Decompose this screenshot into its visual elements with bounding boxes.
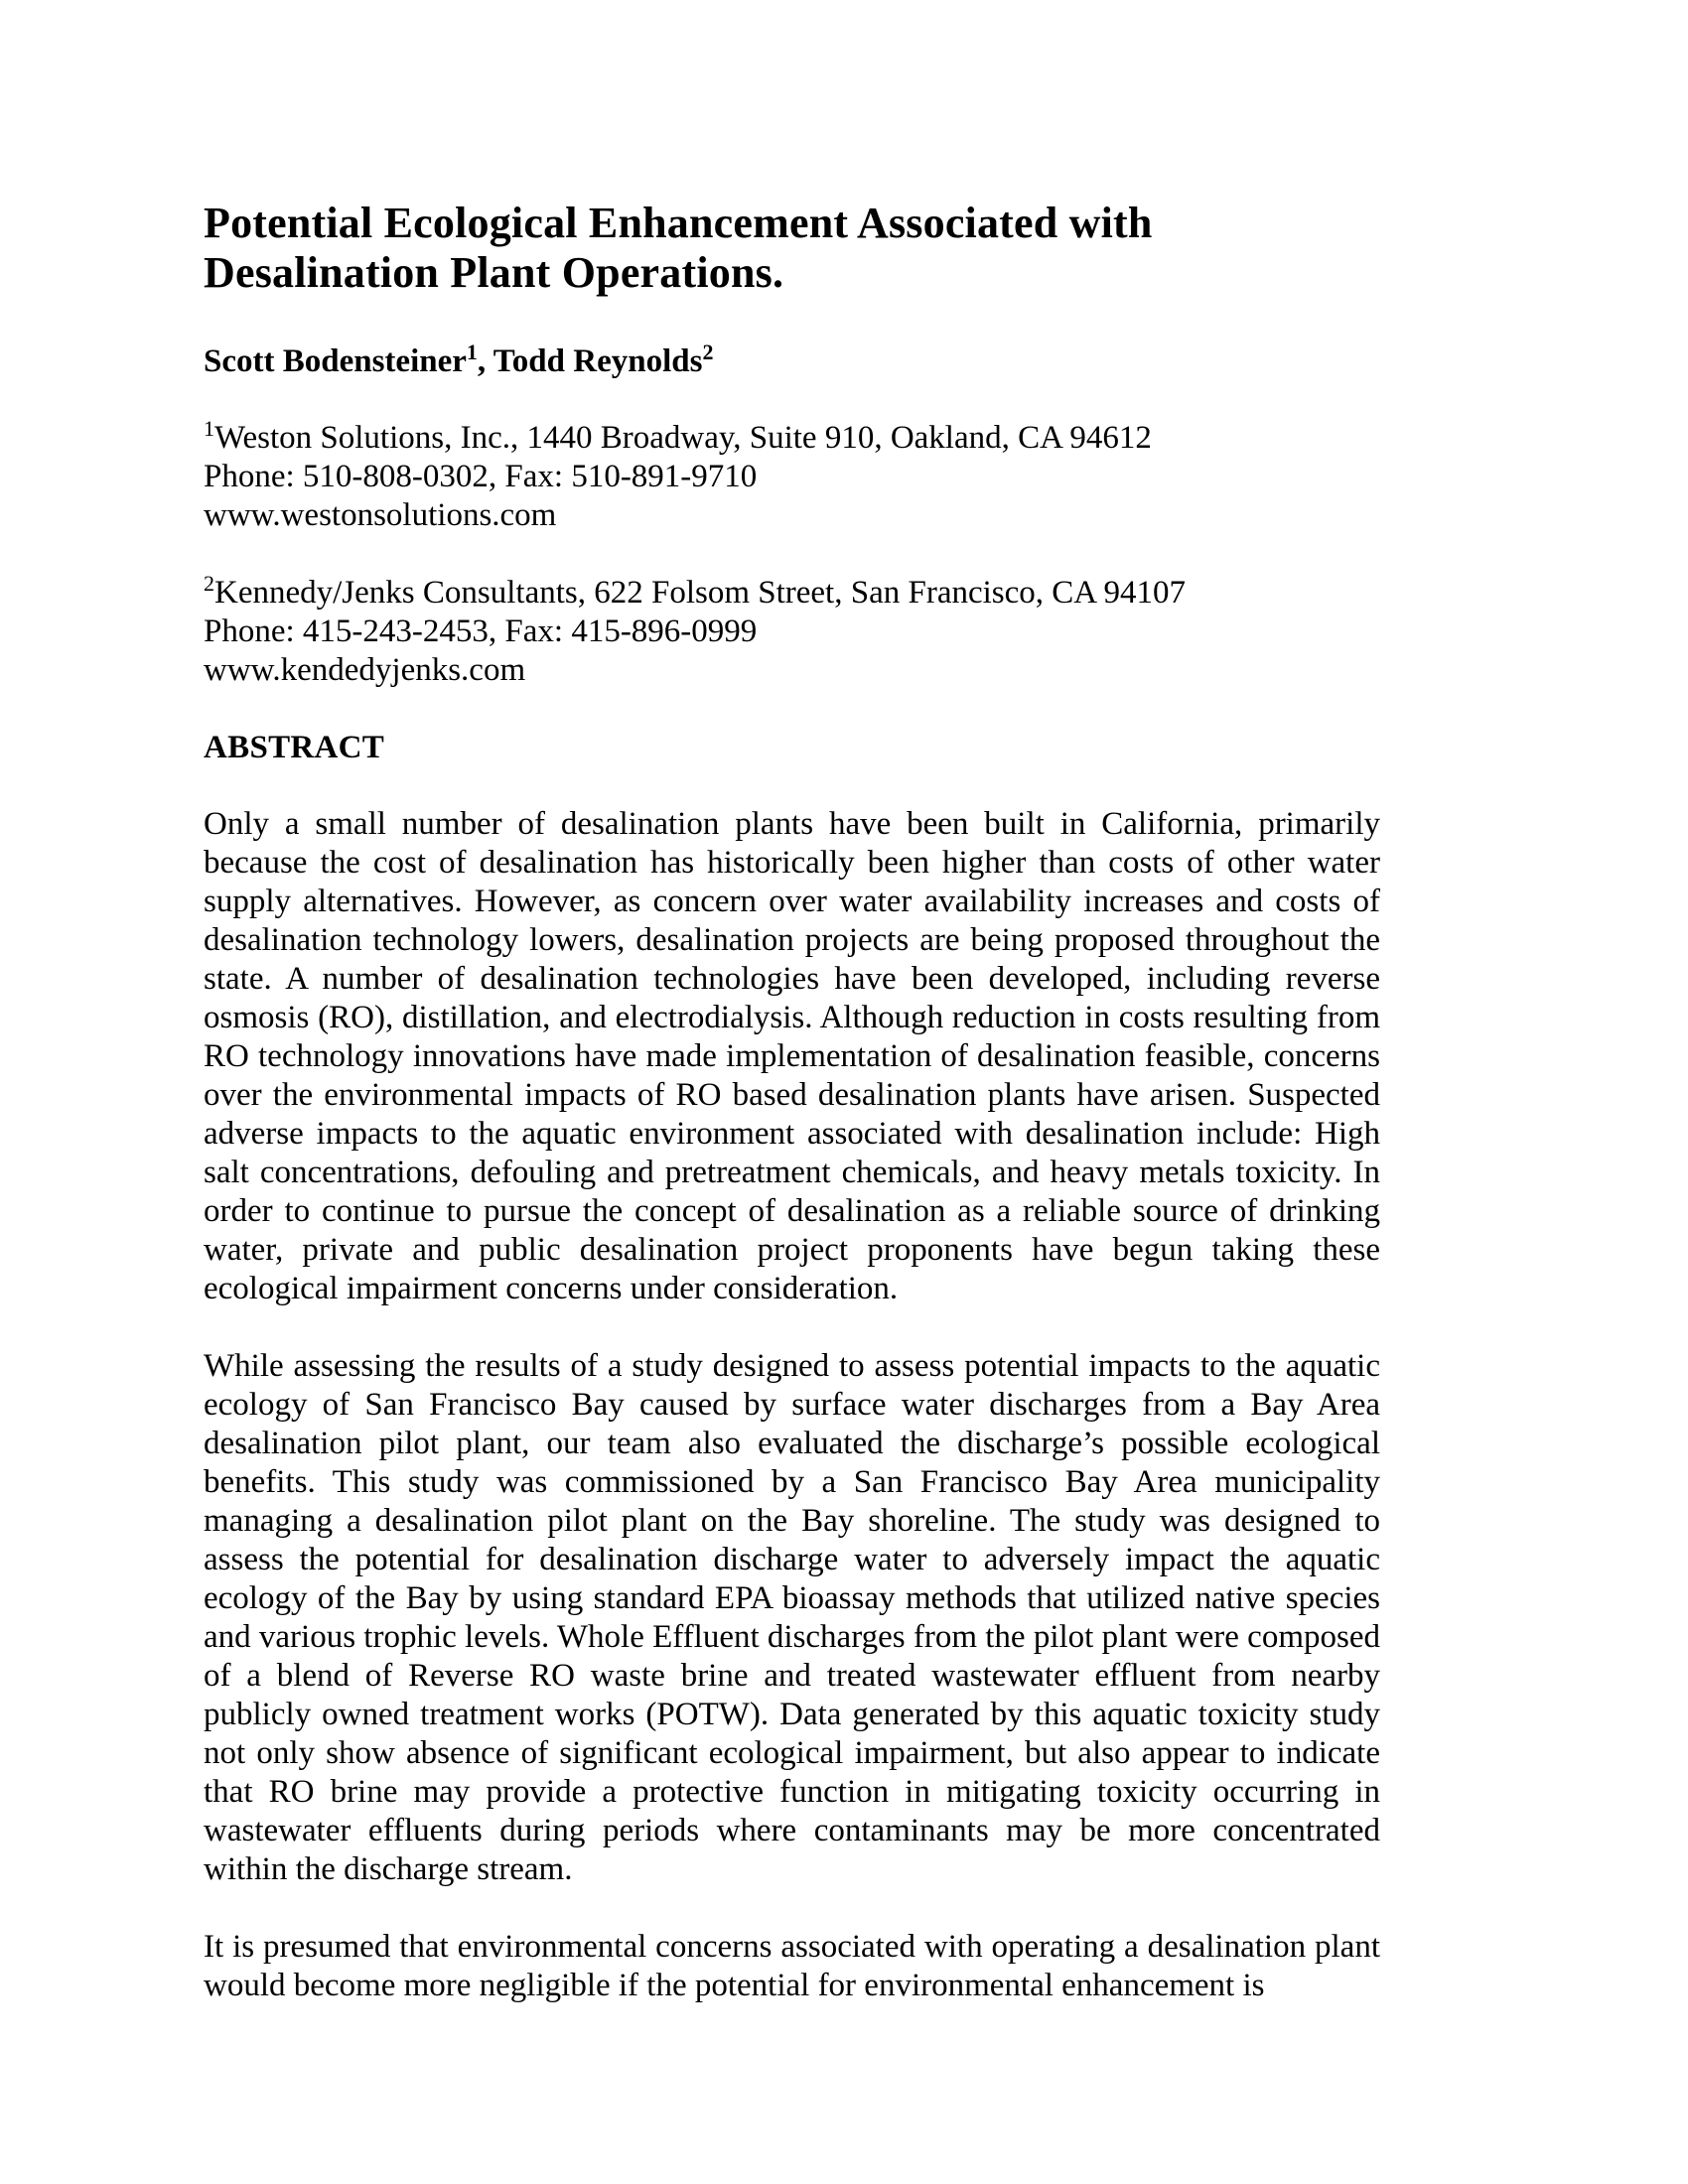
author-1-name: Scott Bodensteiner bbox=[204, 343, 467, 379]
affiliation-1-address bbox=[204, 416, 1380, 458]
author-2-affiliation-mark: 2 bbox=[702, 340, 714, 364]
author-separator: , bbox=[477, 343, 493, 379]
affiliation-2-phone-fax: Phone: 415-243-2453, Fax: 415-896-0999 bbox=[204, 614, 758, 649]
affiliation-2-mark: 2 bbox=[204, 571, 214, 596]
author-1-affiliation-mark: 1 bbox=[466, 340, 478, 364]
affiliation-2-address-text: Kennedy/Jenks Consultants, 622 Folsom Street, San Francisco, CA 94107 bbox=[214, 575, 1187, 611]
abstract-heading: ABSTRACT bbox=[204, 730, 385, 765]
affiliation-2-website: www.kendedyjenks.com bbox=[204, 652, 526, 688]
affiliation-2 bbox=[204, 571, 1380, 690]
paper-title: Potential Ecological Enhancement Associated with Desalination Plant Operations. bbox=[204, 199, 1153, 297]
author-2-name: Todd Reynolds bbox=[492, 343, 703, 379]
affiliation-1-phone-fax: Phone: 510-808-0302, Fax: 510-891-9710 bbox=[204, 459, 758, 494]
affiliation-1-mark: 1 bbox=[204, 416, 214, 441]
abstract-paragraph-1: Only a small number of desalination plants have been built in California, primarily because the cost of desalination has historically been higher than costs of other water supply alternatives. However, as concern over water availability increases and costs of desalination technology lowers, desalination projects are being proposed throughout the state. A number of desalination technologies have been developed, including reverse osmosis (RO), distillation, and electrodialysis. Although reduction in costs resulting from RO technology innovations have made implementation of desalination feasible, concerns over the environmental impacts of RO based desalination plants have arisen. Suspected adverse impacts to the aquatic environment associated with desalination include: High salt concentrations, defouling and pretreatment chemicals, and heavy metals toxicity. In order to continue to pursue the concept of desalination as a reliable source of drinking water, private and public desalination project proponents have begun taking these ecological impairment concerns under consideration. bbox=[204, 806, 1380, 1306]
author-line bbox=[204, 342, 1380, 381]
affiliation-1-website: www.westonsolutions.com bbox=[204, 497, 557, 533]
affiliation-1-address-text: Weston Solutions, Inc., 1440 Broadway, Suite 910, Oakland, CA 94612 bbox=[214, 420, 1152, 456]
affiliation-1 bbox=[204, 416, 1380, 535]
affiliation-2-address bbox=[204, 571, 1380, 613]
abstract-paragraph-3: It is presumed that environmental concerns associated with operating a desalination plant would become more negligible if the potential for environmental enhancement is bbox=[204, 1929, 1380, 2003]
abstract-paragraph-2: While assessing the results of a study designed to assess potential impacts to the aquatic ecology of San Francisco Bay caused by surface water discharges from a Bay Area desalination pilot plant, our team also evaluated the discharge’s possible ecological benefits. This study was commissioned by a San Francisco Bay Area municipality managing a desalination pilot plant on the Bay shoreline. The study was designed to assess the potential for desalination discharge water to adversely impact the aquatic ecology of the Bay by using standard EPA bioassay methods that utilized native species and various trophic levels. Whole Effluent discharges from the pilot plant were composed of a blend of Reverse RO waste brine and treated wastewater effluent from nearby publicly owned treatment works (POTW). Data generated by this aquatic toxicity study not only show absence of significant ecological impairment, but also appear to indicate that RO brine may provide a protective function in mitigating toxicity occurring in wastewater effluents during periods where contaminants may be more concentrated within the discharge stream. bbox=[204, 1348, 1380, 1887]
